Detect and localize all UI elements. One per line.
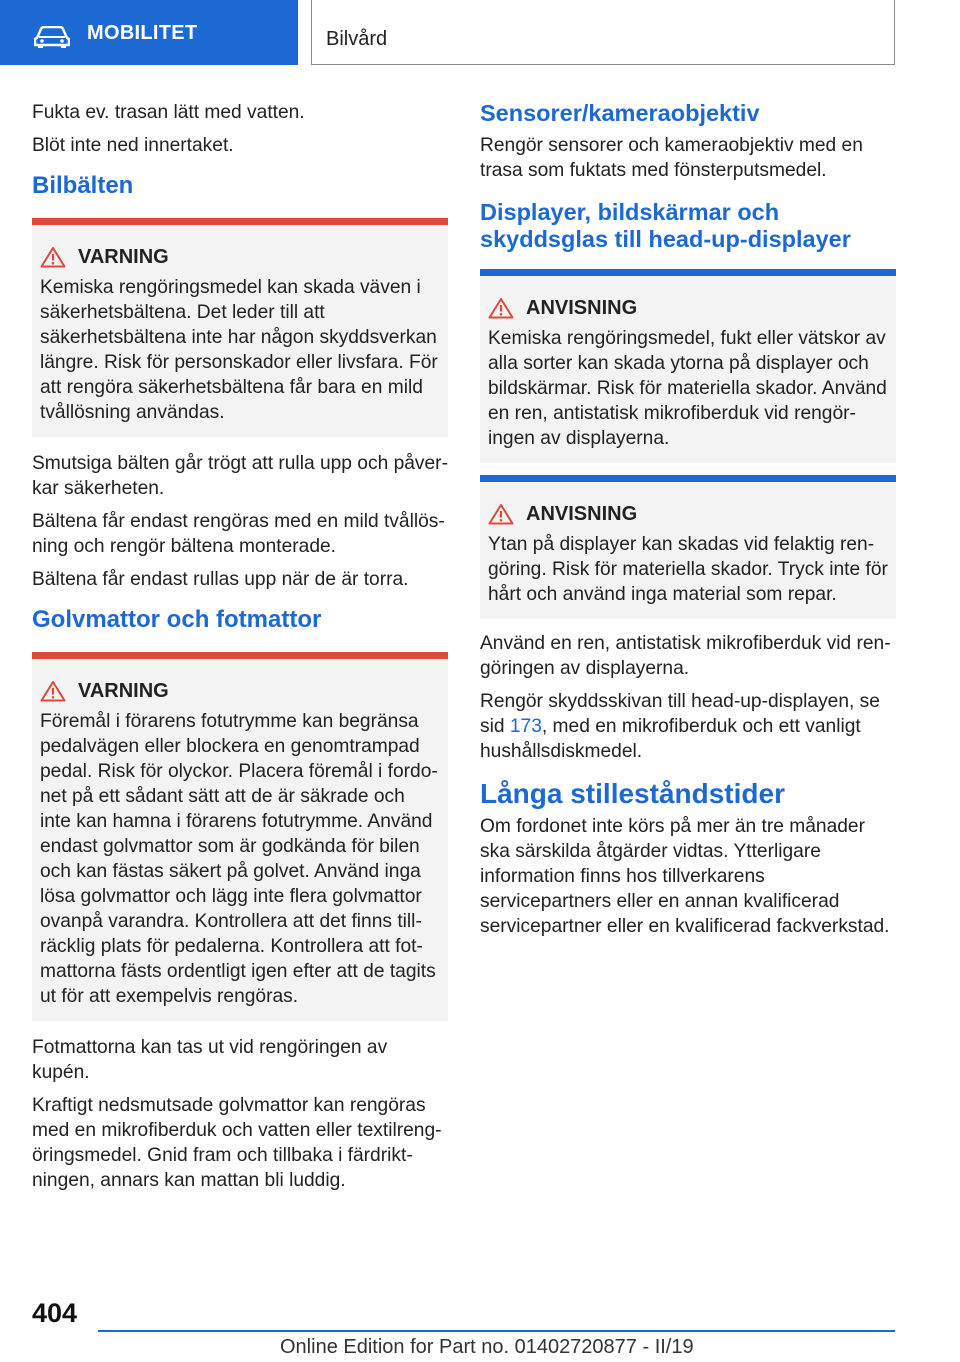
left-column: [32, 100, 448, 1201]
paragraph: Om fordonet inte körs på mer än tre månader ska särskilda åtgärder vidtas. Ytterligare information finns hos tillverkarens servicepartners eller en annan kvalificerad servicepartner eller en kvalificerad fackverkstad.: [480, 816, 890, 937]
heading-golvmattor: Golvmattor och fotmattor: [32, 606, 322, 633]
warning-title: [40, 679, 440, 703]
notice-label: ANVISNING: [526, 297, 638, 319]
notice-box: [480, 269, 896, 463]
section-tab: [0, 0, 298, 65]
paragraph: Bältena får endast rengöras med en mild tvållösning och rengör bältena monterade.: [32, 511, 445, 557]
notice-title: [488, 502, 888, 526]
footer-divider: [98, 1330, 895, 1332]
warning-triangle-icon: [488, 503, 514, 525]
notice-text: Kemiska rengöringsmedel, fukt eller vätskor av alla sorter kan skada ytorna på displayer och bildskärmar. Risk för materiella skador. Använd en ren, antistatisk mikrofiberduk vid rengöringen av displayerna.: [488, 328, 887, 449]
page-header: [0, 0, 960, 66]
car-icon: [34, 26, 70, 48]
page-number: 404: [32, 1298, 78, 1328]
paragraph: Fukta ev. trasan lätt med vatten.: [32, 102, 305, 123]
warning-triangle-icon: [40, 680, 66, 702]
paragraph: Blöt inte ned innertaket.: [32, 135, 234, 156]
right-column: [480, 100, 896, 947]
text: Rengör skyddsskivan till head-up-displayen, se sid: [480, 691, 880, 737]
warning-triangle-icon: [40, 246, 66, 268]
paragraph: Fotmattorna kan tas ut vid rengöringen av kupén.: [32, 1037, 388, 1083]
notice-box: [480, 475, 896, 619]
paragraph-with-link: [480, 689, 896, 764]
warning-title: [40, 245, 440, 269]
chapter-title: Bilvård: [326, 28, 388, 50]
heading-stillestand: Långa stilleståndstider: [480, 778, 785, 809]
heading-sensorer: Sensorer/kameraobjektiv: [480, 100, 760, 126]
warning-label: VARNING: [78, 680, 169, 702]
notice-label: ANVISNING: [526, 503, 638, 525]
warning-label: VARNING: [78, 246, 169, 268]
paragraph: Rengör sensorer och kameraobjektiv med en trasa som fuktats med fönsterputsmedel.: [480, 135, 863, 181]
chapter-box: [311, 0, 895, 65]
notice-text: Ytan på displayer kan skadas vid felaktig rengöring. Risk för materiella skador. Tryck inte för hårt och använd inga material som repar.: [488, 534, 888, 605]
warning-box: [32, 652, 448, 1021]
heading-bilbalten: Bilbälten: [32, 172, 134, 199]
warning-triangle-icon: [488, 297, 514, 319]
section-label: MOBILITET: [87, 22, 198, 44]
edition-text: Online Edition for Part no. 01402720877 - II/19: [280, 1336, 694, 1358]
text: , med en mikrofiberduk och ett vanligt hushållsdiskmedel.: [480, 716, 861, 762]
page-reference-link[interactable]: 173: [509, 716, 542, 737]
paragraph: Använd en ren, antistatisk mikrofiberduk vid rengöringen av displayerna.: [480, 633, 891, 679]
warning-box: [32, 218, 448, 437]
notice-title: [488, 296, 888, 320]
warning-text: Föremål i förarens fotutrymme kan begränsa pedalvägen eller blockera en genomtrampad pedal. Risk för olyckor. Placera föremål i fordonet på ett sådant sätt att de är säkrade och inte kan hamna i förarens fotutrymme. Använd endast golvmattor som är godkända för bilen och kan fästas säkert på golvet. Använd inga lösa golvmattor och lägg inte flera golvmattor ovanpå varandra. Kontrollera att det finns tillräcklig plats för pedalerna. Kontrollera att fotmattorna fästs ordentligt igen efter att de tagits ut för att exempelvis rengöras.: [40, 711, 438, 1007]
warning-text: Kemiska rengöringsmedel kan skada väven i säkerhetsbältena. Det leder till att säkerhetsbältena inte har någon skyddsverkan längre. Risk för personskador eller livsfara. För att rengöra säkerhetsbältena får bara en mild tvållösning användas.: [40, 277, 438, 423]
paragraph: Smutsiga bälten går trögt att rulla upp och påverkar säkerheten.: [32, 453, 448, 499]
heading-displayer: Displayer, bildskärmar och skyddsglas till head-up-displayer: [480, 199, 851, 252]
paragraph: Kraftigt nedsmutsade golvmattor kan rengöras med en mikrofiberduk och vatten eller textilrengöringsmedel. Gnid fram och tillbaka i färdriktningen, annars kan mattan bli luddig.: [32, 1095, 442, 1191]
paragraph: Bältena får endast rullas upp när de är torra.: [32, 569, 409, 590]
